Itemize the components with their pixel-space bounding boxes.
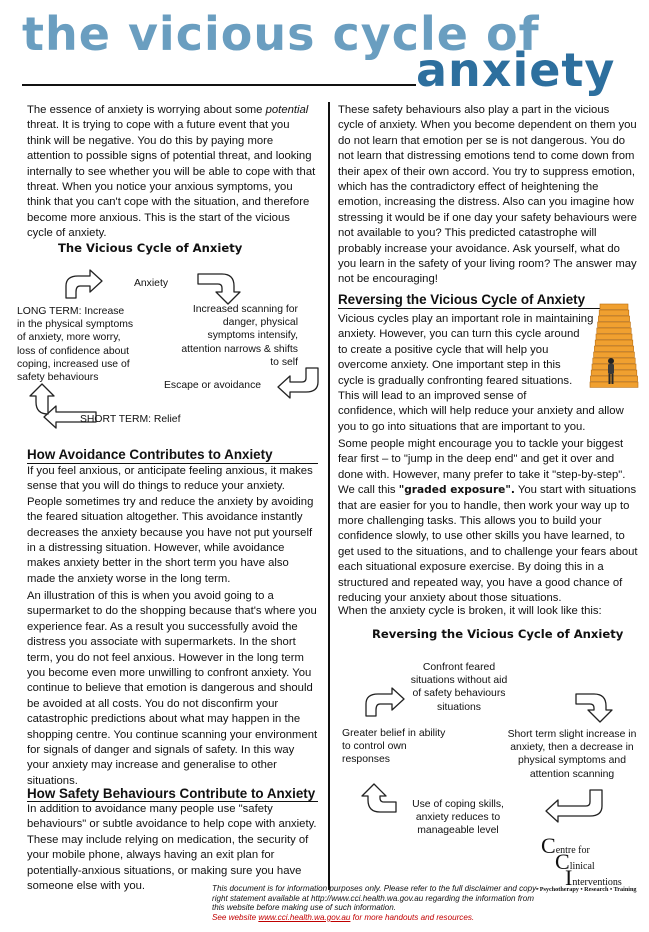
cycle2-arrow-1: [366, 688, 404, 716]
avoidance-paragraph-1: If you feel anxious, or anticipate feeling anxious, it makes sense that you will do things to reduce your anxiety. People sometimes try and reduce the anxiety by avoiding the feared situation altogether. This avoidance instantly decreases the anxiety because you have not put yourself in a distressing situation. However, while avoidance makes anxiety better in the short term you have also made the anxiety worse in the long term.: [27, 465, 314, 585]
stair-step: [590, 382, 638, 387]
stairs-icon: [590, 304, 638, 387]
reversing-line: Vicious cycles play an important role in maintaining: [338, 313, 594, 325]
safety-heading: How Safety Behaviours Contribute to Anxiety: [27, 786, 316, 801]
reversing-heading: Reversing the Vicious Cycle of Anxiety: [338, 292, 586, 307]
stair-step: [590, 376, 637, 381]
node-increased-scanning: Increased scanning for danger, physical symptoms intensify, attention narrows & shifts to self: [181, 304, 298, 368]
cycle2-arrow-2: [576, 694, 612, 722]
node-long-term: LONG TERM: Increase in the physical symptoms of anxiety, more worry, loss of confidence about coping, increased use of safety behaviours: [17, 306, 134, 384]
cycle-arrow-5: [30, 384, 54, 414]
reversing-line: to create a positive cycle that will help you: [338, 343, 549, 356]
avoidance-heading: How Avoidance Contributes to Anxiety: [27, 447, 273, 462]
stair-step: [599, 310, 629, 315]
reversing-line: overcome anxiety. One important step in this: [338, 359, 561, 372]
intro-paragraph: The essence of anxiety is worrying about some potential threat. It is trying to cope with a future event that you think will be negative. You do this by paying more attention to possible signs of potential threat, and looking internally to see whether you will be able to cope with that threat. When you notice your anxious symptoms, you think that you can't cope with the situation, and therefore become more anxious. This is the start of the vicious cycle of anxiety.: [27, 104, 316, 240]
vicious-cycle-title: The Vicious Cycle of Anxiety: [58, 241, 243, 255]
cycle2-arrow-3: [546, 790, 602, 822]
reversing-paragraph-3: When the anxiety cycle is broken, it will look like this:: [338, 605, 602, 617]
node-short-term-relief: SHORT TERM: Relief: [80, 414, 181, 425]
page-title-line2: anxiety: [416, 43, 616, 97]
stair-step: [598, 316, 629, 321]
reversing-cycle-title: Reversing the Vicious Cycle of Anxiety: [372, 627, 624, 641]
cycle-arrow-2: [198, 274, 240, 304]
safety-paragraph-1: In addition to avoidance many people use "safety behaviours" or subtle avoidance to help cope with anxiety. These may include relying on medication, the security of your mobile phone, always having an exit plan for potentially-anxious situations, or making sure you have someone else with you.: [27, 803, 317, 893]
avoidance-paragraph-2: An illustration of this is when you avoid going to a supermarket to do the shopping because that's where you experience fear. As a result you successfully avoid the distress you associate with supermarkets. In the short term, you do not feel anxious. However in the long term you become even more unwilling to confront anxiety. You continue to believe that emotion is dangerous and should be avoided at all costs. You do not disconfirm your catastrophic predictions about what may happen in the shopping centre. You continue scanning your environment for signals of danger and signals of safety. In this way your anxiety may increase and generalise to other situations.: [27, 590, 318, 787]
node-greater-belief: Greater belief in ability to control own responses: [342, 728, 446, 766]
node-short-term-increase: Short term slight increase in anxiety, then a decrease in physical symptoms and attention scanning: [507, 729, 637, 780]
footer-website-line: See website www.cci.health.wa.gov.au for more handouts and resources.: [212, 912, 475, 922]
node-coping-skills: Use of coping skills, anxiety reduces to manageable level: [412, 799, 504, 837]
reversing-line: cycle is gradually confronting feared situations.: [338, 374, 573, 387]
stair-step: [595, 340, 633, 345]
stair-step: [600, 304, 628, 309]
stairs-illustration: [584, 300, 644, 392]
stair-step: [594, 352, 635, 357]
cycle-arrow-3: [278, 368, 318, 398]
node-escape-avoidance: Escape or avoidance: [164, 380, 262, 391]
node-anxiety: Anxiety: [133, 278, 169, 289]
reversing-paragraph-2: Some people might encourage you to tackle your biggest fear first – to "jump in the deep end" and get it over and done with. However, many prefer to take it "step-by-step". We call this "graded exposure". You start with situations that are easier for you to handle, then work your way up to more challenging tasks. This allows you to build your confidence slowly, to use other skills you have learned, to get used to the situations, and to challenge your fears about each situational exposure exercise. By doing this in a structured and repeated way, you have a good chance of reducing your anxiety about those situations.: [338, 438, 638, 605]
node-confront-feared: Confront feared situations without aid of safety behaviours situations: [410, 662, 508, 713]
stair-step: [596, 334, 632, 339]
page-title-line1: the vicious cycle of: [22, 7, 540, 61]
reversing-line: This will lead to an improved sense of: [338, 390, 527, 403]
footer-website-link[interactable]: www.cci.health.wa.gov.au: [258, 912, 351, 922]
cci-logo: Centre for Clinical Interventions: [541, 833, 622, 890]
footer-disclaimer: This document is for information purposes only. Please refer to the full disclaimer and copy- right statement available at http://www.cci.health.wa.gov.au regarding the information from this website before making use of such information. See website www.cci.health.wa.gov.au for more handouts and resources.: [212, 884, 542, 922]
stair-step: [594, 346, 633, 351]
stair-step: [597, 328, 631, 333]
cycle-arrow-1: [66, 270, 102, 298]
cycle2-arrow-4: [362, 784, 396, 812]
reversing-line: anxiety. However, you can turn this cycle around: [338, 328, 580, 341]
stair-step: [598, 322, 631, 327]
stair-step: [593, 358, 635, 363]
logo-tagline: • Psychotherapy • Research • Training: [536, 886, 637, 893]
safety-paragraph-2: These safety behaviours also play a part in the vicious cycle of anxiety. When you become dependent on them you do not learn that emotion per se is not dangerous. You do not learn that distressing emotions tend to come down from their apex of their own accord. You try to suppress emotion, which has the contradictory effect of heightening the emotion, increasing the distress. Also can you imagine how stressing it would be if one day your safety behaviours were not available to you? This predicted catastrophe will probably increase your avoidance. Ask yourself, what do you learn in the safety of your living room? The answer may not be encouraging!: [338, 104, 637, 286]
reversing-paragraph-1-rest: confidence, which will help reduce your anxiety and allow you to go into situations that are important to you.: [338, 405, 624, 433]
